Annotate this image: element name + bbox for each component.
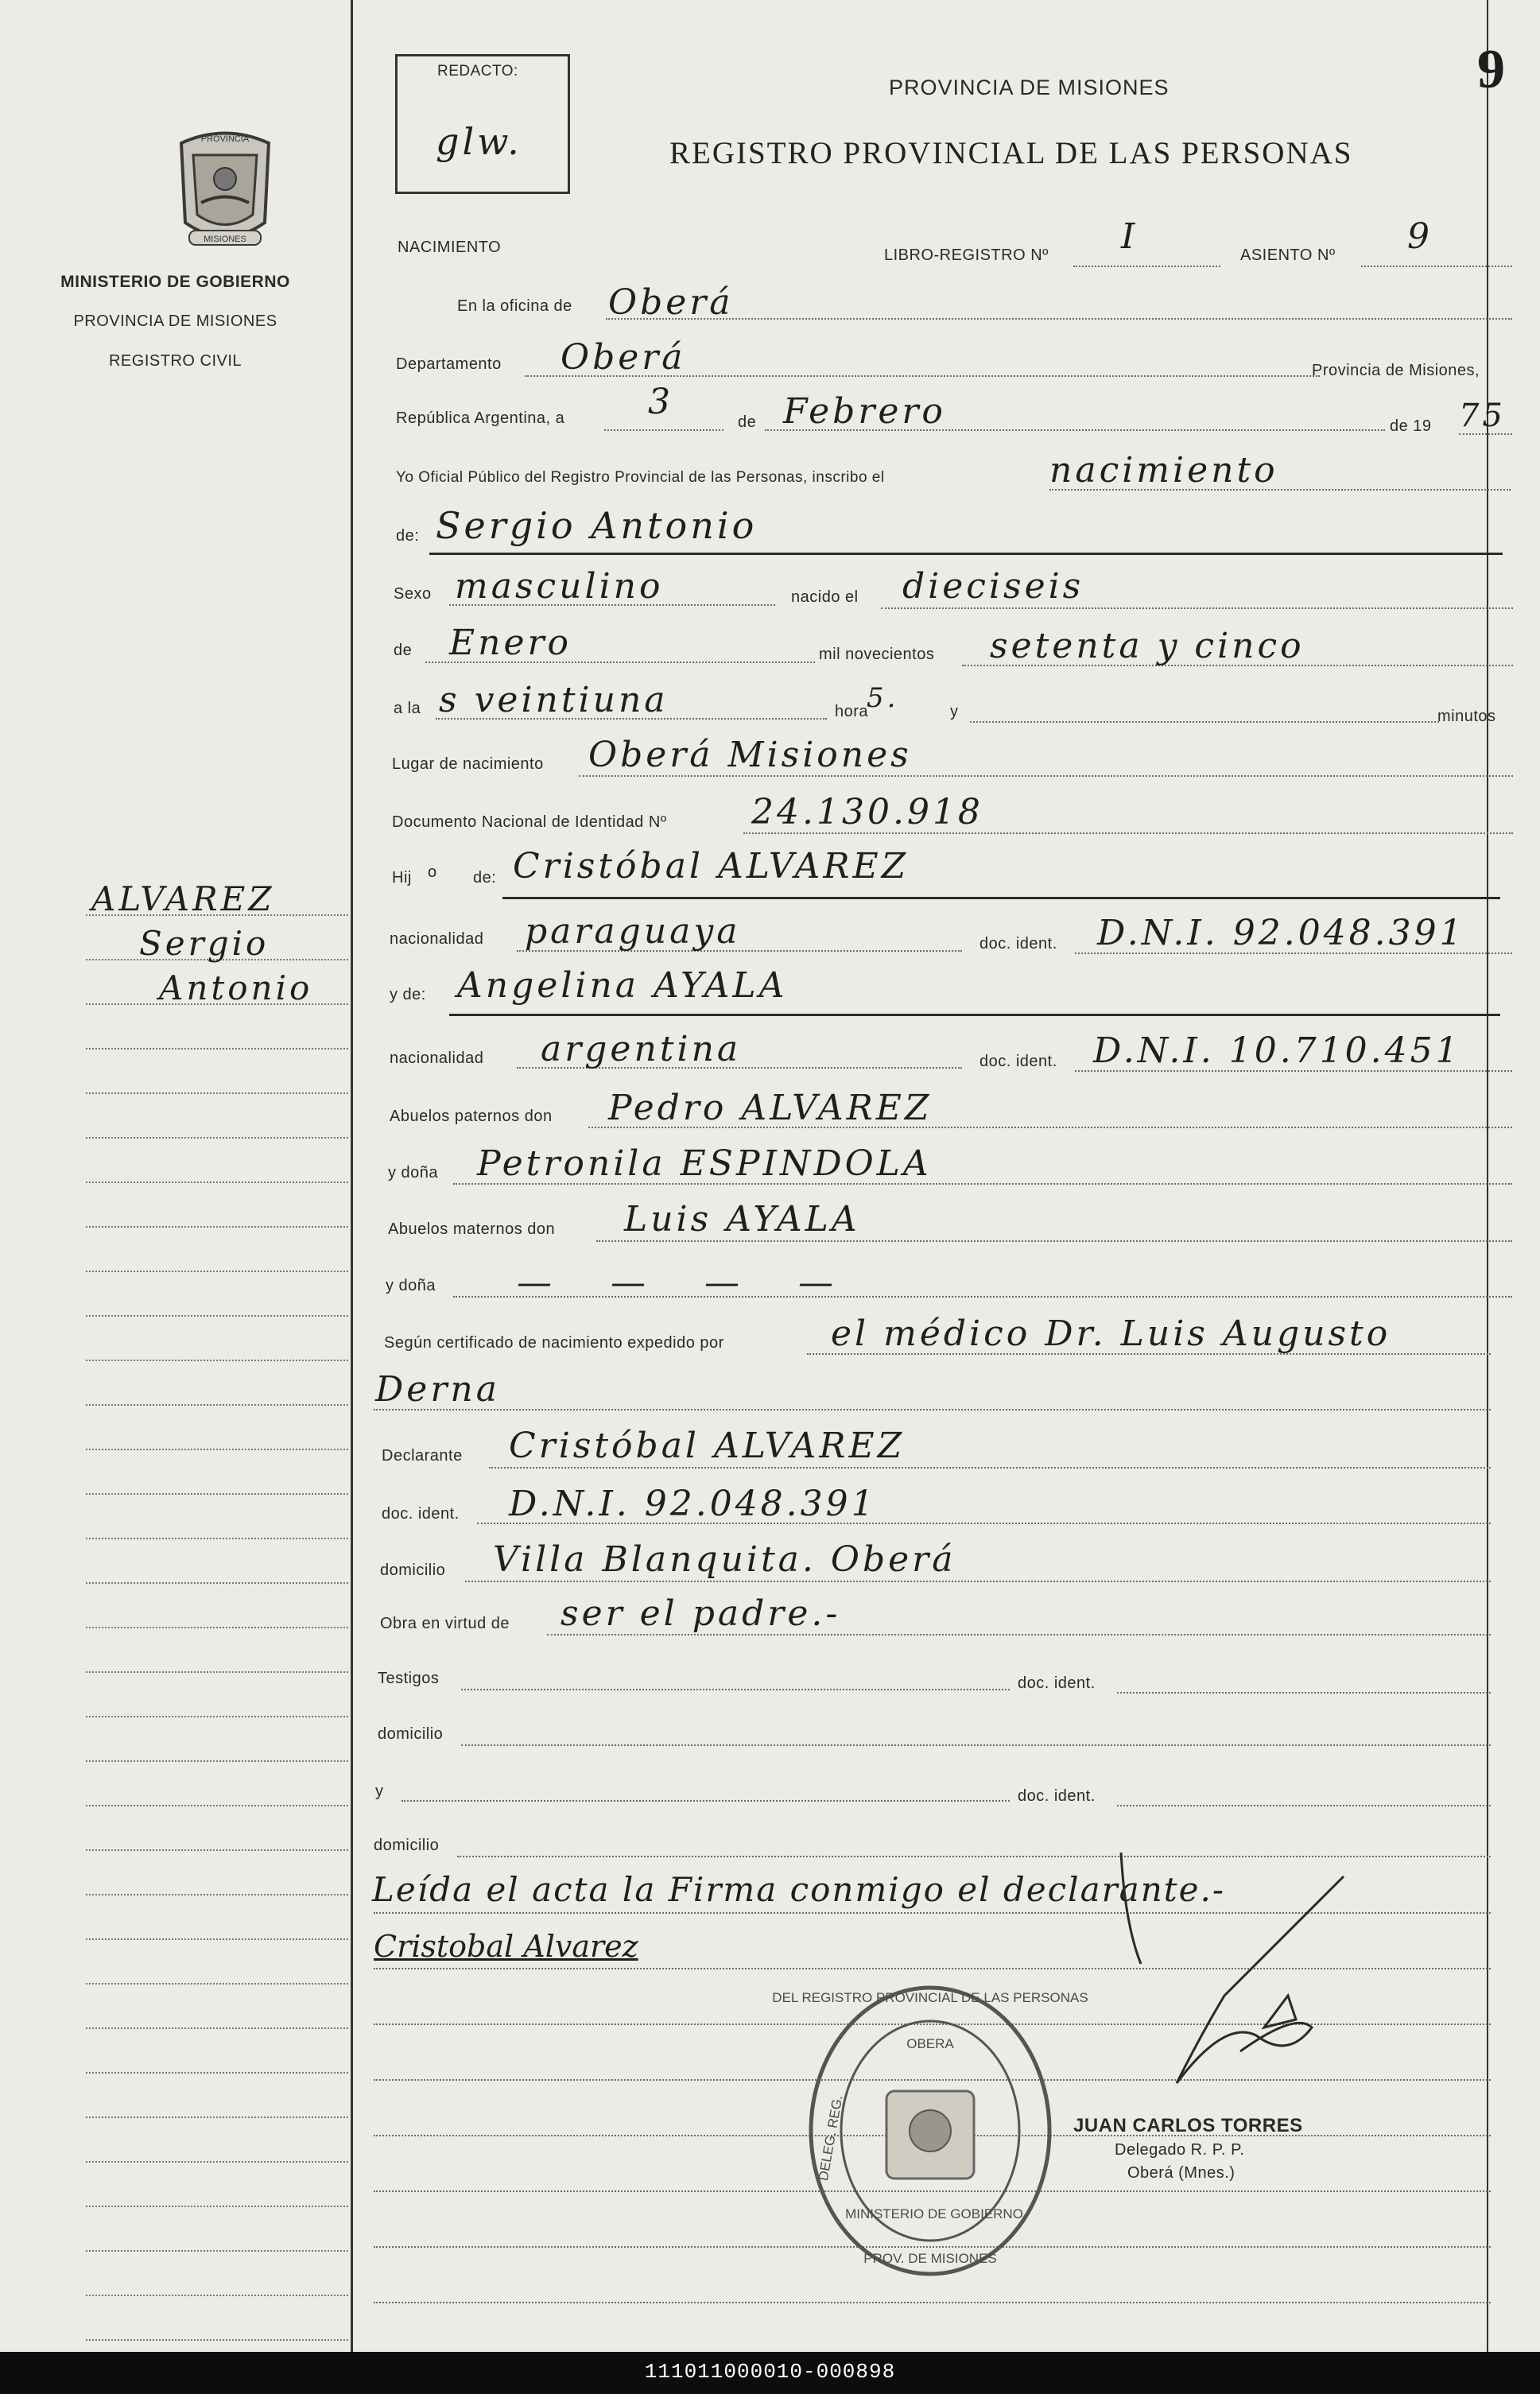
margin-ruled-line [86, 1760, 348, 1762]
margin-ruled-line [86, 1404, 348, 1406]
testigo-2-y-label: y [375, 1783, 384, 1800]
margin-ruled-line [86, 1627, 348, 1628]
stamp-ring-text: DEL REGISTRO PROVINCIAL DE LAS PERSONAS [772, 1990, 1088, 2005]
abuelo-materno-line [596, 1240, 1512, 1242]
padre-underline [502, 897, 1500, 899]
month-de-label: de [738, 413, 757, 431]
madre-doc: D.N.I. 10.710.451 [1093, 1030, 1461, 1071]
dni-label: Documento Nacional de Identidad Nº [392, 813, 667, 831]
abuelo-materno: Luis AYALA [624, 1199, 860, 1240]
margin-ruled-line [86, 1849, 348, 1851]
dni-value: 24.130.918 [751, 792, 983, 832]
nacido-value: dieciseis [902, 566, 1084, 607]
margin-ruled-line [86, 1938, 348, 1940]
padre-nacionalidad: paraguaya [525, 911, 741, 952]
minutos-label: minutos [1437, 708, 1496, 725]
testigos-line [461, 1689, 1010, 1690]
abuelo-paterno: Pedro ALVAREZ [608, 1088, 933, 1128]
testigo-2-line [401, 1800, 1010, 1802]
day-value: 3 [648, 382, 673, 422]
registry-label: REGISTRO CIVIL [108, 352, 242, 370]
y-label: y [950, 703, 959, 720]
margin-ruled-line [86, 1226, 348, 1228]
name-de-label: de: [396, 527, 420, 545]
declarante-domicilio-line [465, 1581, 1491, 1582]
signatory-name: JUAN CARLOS TORRES [1073, 2115, 1303, 2136]
libro-value: I [1121, 216, 1139, 257]
margin-ruled-line [86, 1048, 348, 1050]
margin-ruled-line [86, 2206, 348, 2207]
madre-underline [449, 1014, 1500, 1016]
redacto-box [395, 54, 570, 194]
province-coat-of-arms [165, 127, 285, 254]
declarante-label: Declarante [382, 1447, 463, 1465]
abuela-materna: — — — — [517, 1263, 857, 1303]
testigo-2-domicilio-label: domicilio [374, 1837, 440, 1854]
stamp-ministerio-text: MINISTERIO DE GOBIERNO [845, 2206, 1023, 2221]
testigo-1-doc-line [1117, 1692, 1491, 1694]
y-de-label: y de: [390, 986, 426, 1003]
republica-label: República Argentina, a [396, 409, 565, 427]
lugar-value: Oberá Misiones [588, 735, 912, 775]
anio-value: setenta y cinco [990, 626, 1305, 666]
margin-ruled-line [86, 2339, 348, 2341]
province-label: PROVINCIA DE MISIONES [73, 312, 277, 330]
margin-ruled-line [86, 1538, 348, 1539]
name-underline [429, 553, 1503, 555]
margin-ruled-line [86, 1894, 348, 1895]
testigo-1-domicilio-line [461, 1744, 1491, 1746]
madre-nacionalidad: argentina [541, 1029, 742, 1069]
obra-value: ser el padre.- [561, 1593, 841, 1634]
official-signature [1105, 1829, 1375, 2115]
hora-label: hora [835, 703, 869, 720]
padre-doc-label: doc. ident. [979, 935, 1057, 953]
margin-ruled-line [86, 2250, 348, 2252]
asiento-line [1361, 266, 1512, 267]
declarante-signature: Cristobal Alvarez [374, 1929, 638, 1964]
margin-ruled-line [86, 1983, 348, 1985]
inscribo-value: nacimiento [1049, 450, 1278, 491]
hijo-suffix: o [428, 863, 437, 881]
margin-ruled-line [86, 2027, 348, 2029]
declarante-doc: D.N.I. 92.048.391 [509, 1484, 877, 1524]
document-title: REGISTRO PROVINCIAL DE LAS PERSONAS [669, 136, 1353, 170]
madre-nacionalidad-label: nacionalidad [390, 1050, 484, 1067]
margin-ruled-line [86, 1493, 348, 1495]
margin-ruled-line [86, 1181, 348, 1183]
declarante-domicilio-label: domicilio [380, 1562, 446, 1579]
asiento-label: ASIENTO Nº [1240, 246, 1336, 264]
abuela-paterna-label: y doña [388, 1164, 439, 1181]
sexo-label: Sexo [394, 585, 432, 603]
departamento-value: Oberá [561, 337, 686, 378]
obra-label: Obra en virtud de [380, 1615, 510, 1632]
year-label: de 19 [1390, 417, 1432, 435]
page-number: 9 [1477, 39, 1506, 100]
margin-note-surname: ALVAREZ [91, 879, 275, 918]
archive-id-bar [0, 2352, 1540, 2394]
registered-name: Sergio Antonio [436, 504, 758, 547]
day-line [604, 429, 723, 431]
margin-ruled-line [86, 1449, 348, 1450]
hijo-label: Hij [392, 869, 412, 887]
padre-doc: D.N.I. 92.048.391 [1097, 913, 1465, 953]
oficina-value: Oberá [608, 282, 734, 323]
signatory-place: Oberá (Mnes.) [1127, 2164, 1235, 2182]
seal-text-top: PROVINCIA [200, 134, 250, 144]
margin-ruled-line [86, 1671, 348, 1673]
closing-statement: Leída el acta la Firma conmigo el declarante.- [372, 1870, 1226, 1909]
provincia-suffix: Provincia de Misiones, [1312, 362, 1480, 379]
declarante-doc-label: doc. ident. [382, 1505, 460, 1523]
seal-text-bottom: MISIONES [204, 235, 246, 244]
hijo-de-label: de: [473, 869, 497, 887]
year-value: 75 [1459, 398, 1506, 434]
abuela-paterna: Petronila ESPINDOLA [477, 1143, 932, 1184]
declarante-line [489, 1467, 1491, 1469]
margin-ruled-line [86, 2117, 348, 2118]
obra-line [547, 1634, 1491, 1635]
a-la-label: a la [394, 700, 421, 717]
stamp-left-text: DELEG. REG. [815, 2093, 846, 2183]
margin-ruled-line [86, 1805, 348, 1806]
testigo-1-doc-label: doc. ident. [1018, 1674, 1096, 1692]
margin-ruled-line [86, 2295, 348, 2296]
form-right-border [1487, 0, 1488, 2352]
a-la-value: s veintiuna [439, 680, 669, 720]
certificado-value-2: Derna [375, 1369, 500, 1410]
abuelos-maternos-label: Abuelos maternos don [388, 1220, 556, 1238]
dni-line [743, 832, 1513, 834]
ministry-label: MINISTERIO DE GOBIERNO [60, 273, 290, 291]
redacto-initials: glw. [436, 120, 522, 163]
left-panel-border [351, 0, 353, 2352]
margin-ruled-line [86, 1092, 348, 1094]
padre-nacionalidad-label: nacionalidad [390, 930, 484, 948]
testigos-label: Testigos [378, 1670, 440, 1687]
margin-ruled-line [86, 1582, 348, 1584]
certificado-value: el médico Dr. Luis Augusto [831, 1313, 1391, 1354]
madre-doc-label: doc. ident. [979, 1053, 1057, 1070]
testigo-2-doc-line [1117, 1805, 1491, 1806]
lugar-label: Lugar de nacimiento [392, 755, 544, 773]
margin-ruled-line [86, 2072, 348, 2074]
testigo-1-domicilio-label: domicilio [378, 1725, 444, 1743]
madre-name: Angelina AYALA [457, 965, 788, 1006]
certificado-line-2 [374, 1409, 1491, 1410]
empty-form-line [374, 2302, 1491, 2303]
nacimiento-label: NACIMIENTO [398, 239, 502, 256]
margin-ruled-line [86, 1360, 348, 1361]
departamento-label: Departamento [396, 355, 502, 373]
declarante-domicilio: Villa Blanquita. Oberá [493, 1539, 956, 1580]
mil-novecientos-label: mil novecientos [819, 646, 935, 663]
abuela-materna-label: y doña [386, 1277, 436, 1294]
sexo-value: masculino [455, 566, 664, 607]
libro-line [1073, 266, 1220, 267]
abuelos-paternos-label: Abuelos paternos don [390, 1108, 553, 1125]
margin-ruled-line [86, 2161, 348, 2163]
registry-stamp [772, 1980, 1088, 2282]
padre-name: Cristóbal ALVAREZ [513, 846, 910, 887]
margin-ruled-line [86, 1137, 348, 1139]
margin-note-second-name: Antonio [159, 968, 313, 1007]
libro-label: LIBRO-REGISTRO Nº [884, 246, 1049, 264]
lugar-line [579, 775, 1513, 777]
month-value: Febrero [783, 391, 946, 432]
archive-id: 111011000010-000898 [644, 2360, 896, 2384]
margin-note-first-name: Sergio [139, 924, 270, 963]
oficina-label: En la oficina de [457, 297, 572, 315]
signatory-title: Delegado R. P. P. [1115, 2141, 1245, 2159]
asiento-value: 9 [1407, 216, 1433, 257]
mes-de-label: de [394, 642, 413, 659]
oficina-line [606, 318, 1512, 320]
nacido-label: nacido el [791, 588, 859, 606]
stamp-province-text: PROV. DE MISIONES [863, 2251, 997, 2266]
testigo-2-doc-label: doc. ident. [1018, 1787, 1096, 1805]
margin-ruled-line [86, 1315, 348, 1317]
minutos-line [970, 721, 1439, 723]
stamp-top-text: OBERA [906, 2036, 954, 2051]
redacto-label: REDACTO: [437, 63, 518, 80]
header-province: PROVINCIA DE MISIONES [889, 76, 1170, 99]
hora-value: 5. [867, 682, 899, 714]
margin-ruled-line [86, 1271, 348, 1272]
nacido-line [881, 607, 1513, 609]
margin-ruled-line [86, 1716, 348, 1717]
certificado-label: Según certificado de nacimiento expedido por [384, 1334, 724, 1352]
mes-value: Enero [449, 623, 572, 663]
oficial-text: Yo Oficial Público del Registro Provincial de las Personas, inscribo el [396, 469, 885, 486]
declarante-name: Cristóbal ALVAREZ [509, 1426, 906, 1466]
